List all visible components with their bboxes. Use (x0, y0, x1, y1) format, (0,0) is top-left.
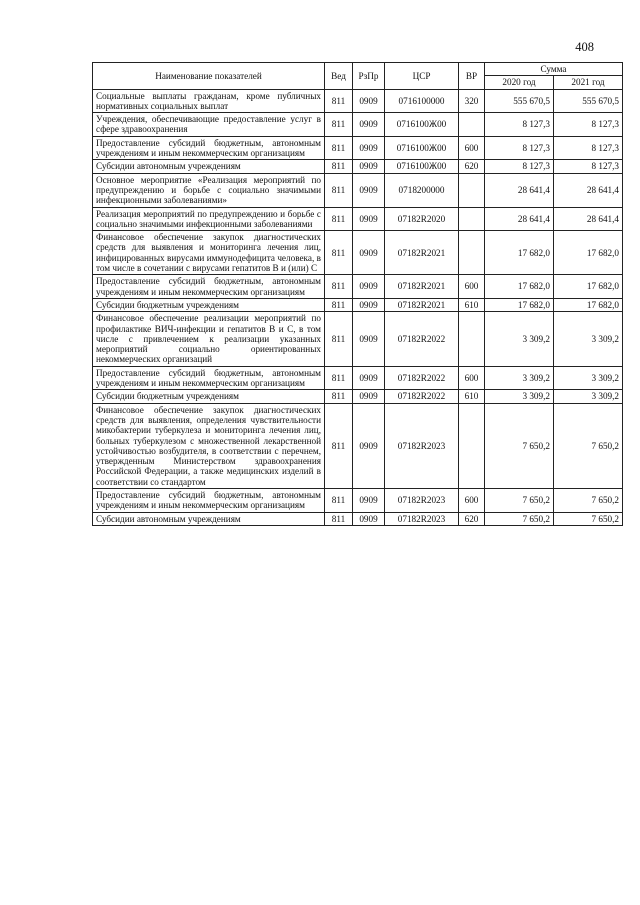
cell-2020: 3 309,2 (485, 312, 554, 366)
cell-2020: 7 650,2 (485, 512, 554, 525)
cell-2021: 3 309,2 (554, 390, 623, 403)
cell-rzpr: 0909 (353, 298, 385, 311)
table-row (93, 136, 623, 160)
cell-vr: 620 (459, 160, 485, 173)
cell-2021: 7 650,2 (554, 403, 623, 488)
cell-name: Финансовое обеспечение закупок диагностических средств для выявления, определения чувствительности микобактерии туберкулеза и мониторинга лечения лиц, больных туберкулезом с множественной лекарственной устойчивостью возбудителя, в соответствии с перечнем, утвержденным Министерством здравоохранения Российской Федерации, а также медицинских изделий в соответствии со стандартом (93, 403, 325, 488)
cell-ved: 811 (325, 366, 353, 390)
cell-name: Финансовое обеспечение реализации мероприятий по профилактике ВИЧ-инфекции и гепатитов В и С, в том числе с привлечением к реализации указанных мероприятий социально ориентированных некоммерческих организаций (93, 312, 325, 366)
cell-2020: 17 682,0 (485, 231, 554, 275)
cell-2021: 7 650,2 (554, 488, 623, 512)
cell-vr (459, 231, 485, 275)
cell-rzpr: 0909 (353, 403, 385, 488)
cell-csr: 07182R2022 (385, 390, 459, 403)
table-row (93, 89, 623, 113)
table-body (93, 89, 623, 525)
header-csr: ЦСР (385, 63, 459, 90)
cell-csr: 0718200000 (385, 173, 459, 207)
table-row (93, 231, 623, 275)
cell-2021: 555 670,5 (554, 89, 623, 113)
cell-ved: 811 (325, 512, 353, 525)
header-vr: ВР (459, 63, 485, 90)
cell-rzpr: 0909 (353, 113, 385, 137)
cell-rzpr: 0909 (353, 160, 385, 173)
cell-2020: 8 127,3 (485, 136, 554, 160)
cell-vr: 600 (459, 366, 485, 390)
cell-2021: 7 650,2 (554, 512, 623, 525)
cell-csr: 07182R2022 (385, 312, 459, 366)
header-rzpr: РзПр (353, 63, 385, 90)
table-row (93, 390, 623, 403)
cell-2020: 3 309,2 (485, 390, 554, 403)
cell-2020: 3 309,2 (485, 366, 554, 390)
header-year-2021: 2021 год (554, 76, 623, 89)
cell-ved: 811 (325, 160, 353, 173)
cell-name: Учреждения, обеспечивающие предоставление услуг в сфере здравоохранения (93, 113, 325, 137)
cell-vr: 320 (459, 89, 485, 113)
cell-ved: 811 (325, 89, 353, 113)
cell-name: Предоставление субсидий бюджетным, автономным учреждениям и иным некоммерческим организациям (93, 136, 325, 160)
cell-rzpr: 0909 (353, 366, 385, 390)
table-row (93, 298, 623, 311)
cell-csr: 07182R2023 (385, 403, 459, 488)
header-ved: Вед (325, 63, 353, 90)
table-row (93, 512, 623, 525)
header-sum: Сумма (485, 63, 623, 76)
cell-ved: 811 (325, 231, 353, 275)
cell-csr: 07182R2022 (385, 366, 459, 390)
cell-2021: 28 641,4 (554, 173, 623, 207)
cell-2020: 8 127,3 (485, 160, 554, 173)
cell-vr: 620 (459, 512, 485, 525)
cell-ved: 811 (325, 390, 353, 403)
cell-vr: 610 (459, 390, 485, 403)
cell-name: Субсидии автономным учреждениям (93, 512, 325, 525)
table-row (93, 207, 623, 231)
cell-2020: 7 650,2 (485, 403, 554, 488)
table-row (93, 366, 623, 390)
cell-name: Субсидии автономным учреждениям (93, 160, 325, 173)
cell-ved: 811 (325, 488, 353, 512)
cell-csr: 0716100Ж00 (385, 113, 459, 137)
budget-table (92, 62, 623, 526)
cell-rzpr: 0909 (353, 390, 385, 403)
cell-rzpr: 0909 (353, 207, 385, 231)
cell-2020: 17 682,0 (485, 298, 554, 311)
cell-rzpr: 0909 (353, 275, 385, 299)
cell-2020: 17 682,0 (485, 275, 554, 299)
cell-rzpr: 0909 (353, 89, 385, 113)
table-header (93, 63, 623, 90)
cell-ved: 811 (325, 275, 353, 299)
cell-vr: 600 (459, 136, 485, 160)
cell-csr: 0716100Ж00 (385, 136, 459, 160)
cell-ved: 811 (325, 207, 353, 231)
cell-vr (459, 173, 485, 207)
table-row (93, 160, 623, 173)
cell-2021: 17 682,0 (554, 275, 623, 299)
table-row (93, 403, 623, 488)
cell-csr: 0716100000 (385, 89, 459, 113)
cell-vr: 600 (459, 275, 485, 299)
cell-2021: 17 682,0 (554, 298, 623, 311)
cell-rzpr: 0909 (353, 488, 385, 512)
cell-2021: 3 309,2 (554, 312, 623, 366)
cell-csr: 07182R2021 (385, 298, 459, 311)
cell-2020: 28 641,4 (485, 207, 554, 231)
cell-rzpr: 0909 (353, 173, 385, 207)
cell-name: Субсидии бюджетным учреждениям (93, 390, 325, 403)
cell-name: Предоставление субсидий бюджетным, автономным учреждениям и иным некоммерческим организациям (93, 275, 325, 299)
cell-csr: 0716100Ж00 (385, 160, 459, 173)
cell-csr: 07182R2023 (385, 488, 459, 512)
cell-2021: 8 127,3 (554, 160, 623, 173)
cell-name: Финансовое обеспечение закупок диагностических средств для выявления и мониторинга лечения лиц, инфицированных вирусами иммунодефицита человека, в том числе в сочетании с вирусами гепатитов В и (или) С (93, 231, 325, 275)
cell-2020: 28 641,4 (485, 173, 554, 207)
cell-2020: 555 670,5 (485, 89, 554, 113)
cell-csr: 07182R2020 (385, 207, 459, 231)
cell-vr (459, 403, 485, 488)
cell-name: Основное мероприятие «Реализация мероприятий по предупреждению и борьбе с социально значимыми инфекционными заболеваниями» (93, 173, 325, 207)
cell-rzpr: 0909 (353, 136, 385, 160)
cell-csr: 07182R2021 (385, 275, 459, 299)
cell-2020: 8 127,3 (485, 113, 554, 137)
cell-2021: 3 309,2 (554, 366, 623, 390)
cell-csr: 07182R2021 (385, 231, 459, 275)
table-row (93, 173, 623, 207)
cell-rzpr: 0909 (353, 312, 385, 366)
cell-vr (459, 113, 485, 137)
header-name: Наименование показателей (93, 63, 325, 90)
table-row (93, 312, 623, 366)
cell-name: Реализация мероприятий по предупреждению и борьбе с социально значимыми инфекционными заболеваниями (93, 207, 325, 231)
cell-ved: 811 (325, 403, 353, 488)
cell-rzpr: 0909 (353, 231, 385, 275)
page-number: 408 (575, 40, 594, 54)
cell-name: Социальные выплаты гражданам, кроме публичных нормативных социальных выплат (93, 89, 325, 113)
cell-vr: 600 (459, 488, 485, 512)
cell-ved: 811 (325, 113, 353, 137)
cell-csr: 07182R2023 (385, 512, 459, 525)
table-row (93, 488, 623, 512)
cell-ved: 811 (325, 312, 353, 366)
cell-2021: 8 127,3 (554, 136, 623, 160)
table-row (93, 113, 623, 137)
cell-ved: 811 (325, 298, 353, 311)
cell-ved: 811 (325, 136, 353, 160)
table-row (93, 275, 623, 299)
cell-2021: 8 127,3 (554, 113, 623, 137)
header-year-2020: 2020 год (485, 76, 554, 89)
cell-2021: 28 641,4 (554, 207, 623, 231)
cell-name: Предоставление субсидий бюджетным, автономным учреждениям и иным некоммерческим организациям (93, 488, 325, 512)
cell-2021: 17 682,0 (554, 231, 623, 275)
cell-vr (459, 207, 485, 231)
cell-vr (459, 312, 485, 366)
cell-vr: 610 (459, 298, 485, 311)
cell-ved: 811 (325, 173, 353, 207)
cell-name: Субсидии бюджетным учреждениям (93, 298, 325, 311)
cell-name: Предоставление субсидий бюджетным, автономным учреждениям и иным некоммерческим организациям (93, 366, 325, 390)
cell-2020: 7 650,2 (485, 488, 554, 512)
cell-rzpr: 0909 (353, 512, 385, 525)
